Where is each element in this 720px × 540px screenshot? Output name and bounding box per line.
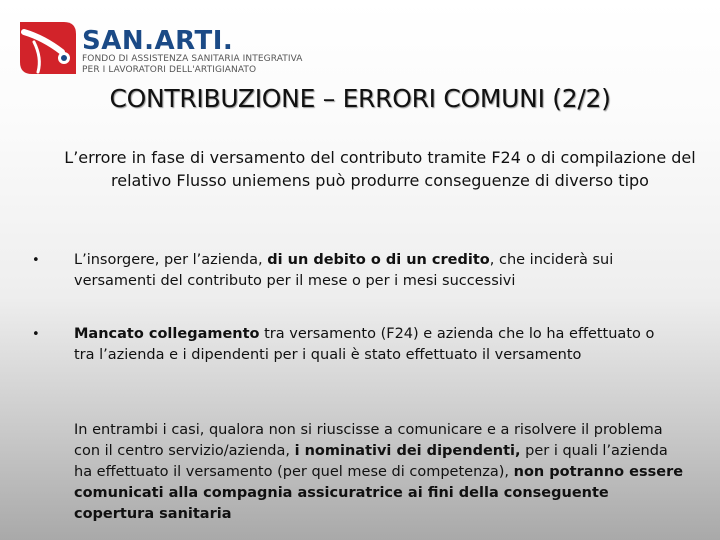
logo-subtitle-line-2: PER I LAVORATORI DELL'ARTIGIANATO bbox=[82, 65, 257, 75]
bullet-text-bold: Mancato collegamento bbox=[74, 326, 260, 342]
bullet-text bbox=[74, 250, 674, 292]
logo-name: SAN.ARTI. bbox=[82, 26, 234, 56]
closing-text-2: per i quali l’azienda ha effettuato il versamento (per quel mese di competenza), bbox=[74, 443, 668, 480]
logo-subtitle bbox=[82, 54, 303, 76]
slide-title: CONTRIBUZIONE – ERRORI COMUNI (2/2) bbox=[109, 84, 611, 113]
closing-text-1: In entrambi i casi, qualora non si riuscisse a comunicare e a risolvere il problema con il centro servizio/azienda, bbox=[74, 422, 663, 459]
bullet-text bbox=[74, 324, 674, 366]
bullet-text-start: L’insorgere, per l’azienda, bbox=[74, 252, 268, 268]
san-arti-logo bbox=[14, 18, 314, 80]
bullet-marker: • bbox=[32, 327, 40, 342]
closing-paragraph bbox=[74, 420, 690, 525]
bullet-text-end: tra versamento (F24) e azienda che lo ha effettuato o tra l’azienda e i dipendenti per i quali è stato effettuato il versamento bbox=[74, 326, 655, 363]
bullet-text-bold: di un debito o di un credito bbox=[267, 252, 490, 268]
logo-subtitle-line-1: FONDO DI ASSISTENZA SANITARIA INTEGRATIVA bbox=[82, 54, 303, 64]
closing-bold-1: i nominativi dei dipendenti, bbox=[294, 443, 521, 459]
san-arti-logo-mark-icon bbox=[14, 18, 80, 78]
bullet-text-end: , che inciderà sui versamenti del contributo per il mese o per i mesi successivi bbox=[74, 252, 614, 289]
intro-paragraph: L’errore in fase di versamento del contributo tramite F24 o di compilazione del relativo Flusso uniemens può produrre conseguenze di diverso tipo bbox=[64, 148, 696, 190]
bullet-marker: • bbox=[32, 253, 40, 268]
closing-bold-2: non potranno essere comunicati alla compagnia assicuratrice ai fini della conseguente copertura sanitaria bbox=[74, 464, 684, 522]
